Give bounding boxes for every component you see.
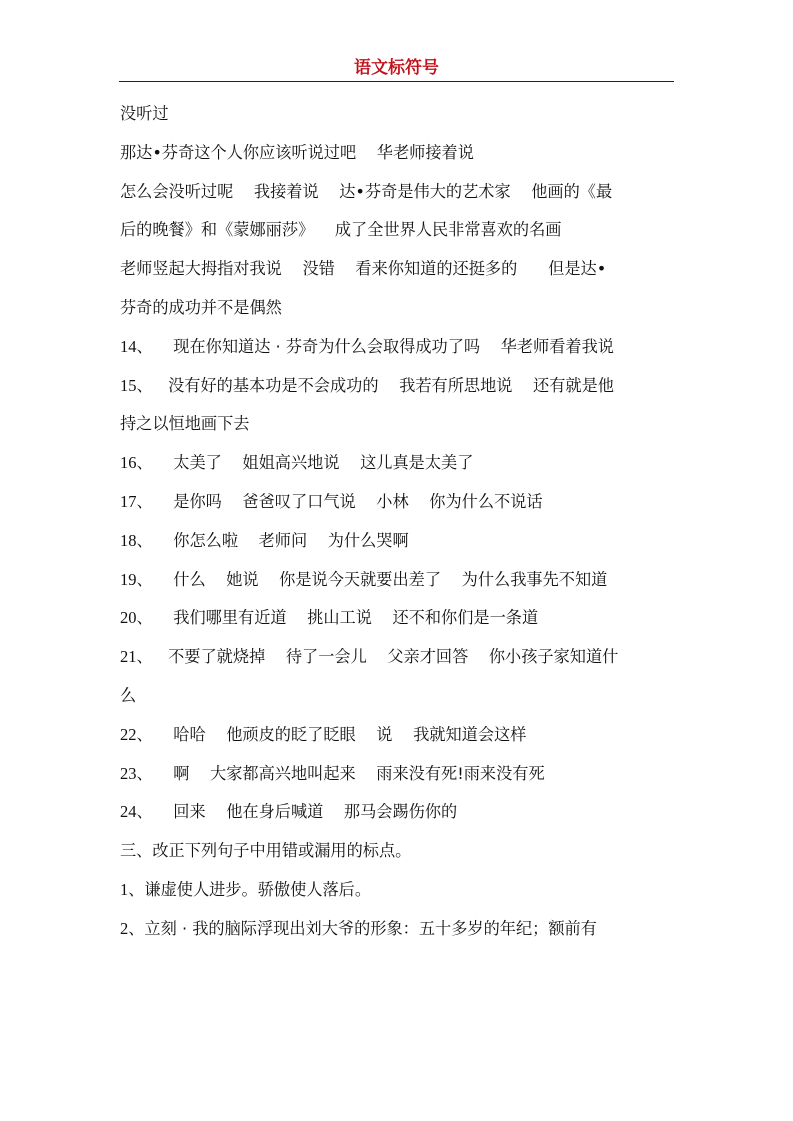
document-body — [120, 101, 676, 955]
line-text: 持之以恒地画下去 — [120, 414, 250, 434]
item-number: 23 — [120, 763, 137, 783]
item-number: 24 — [120, 802, 137, 822]
line-text: 三、改正下列句子中用错或漏用的标点。 — [120, 841, 412, 861]
item-number: 22 — [120, 724, 137, 744]
text-line — [120, 605, 676, 644]
text-line — [120, 838, 676, 877]
line-text: 、 不要了就烧掉 待了一会儿 父亲才回答 你小孩子家知道什 — [136, 647, 619, 667]
item-number: 20 — [120, 608, 137, 628]
line-text: 、 是你吗 爸爸叹了口气说 小林 你为什么不说话 — [136, 491, 543, 511]
text-line — [120, 373, 676, 412]
line-text: 么 — [120, 685, 137, 705]
text-line — [120, 877, 676, 916]
line-text: 芬奇的成功并不是偶然 — [120, 297, 282, 317]
item-number: 21 — [120, 647, 137, 667]
text-line — [120, 722, 676, 761]
text-line — [120, 256, 676, 295]
line-text: 、 你怎么啦 老师问 为什么哭啊 — [136, 530, 409, 550]
text-line — [120, 411, 676, 450]
line-text: 没听过 — [120, 104, 169, 123]
line-text: 、 没有好的基本功是不会成功的 我若有所思地说 还有就是他 — [136, 375, 614, 395]
text-line — [120, 799, 676, 838]
line-text: 、 哈哈 他顽皮的眨了眨眼 说 我就知道会这样 — [136, 724, 527, 744]
item-number: 14 — [120, 336, 137, 356]
text-line — [120, 140, 676, 179]
text-line — [120, 644, 676, 683]
line-text: 、谦虚使人进步。骄傲使人落后。 — [128, 879, 372, 899]
item-number: 1 — [120, 879, 129, 899]
line-text: 、 现在你知道达 · 芬奇为什么会取得成功了吗 华老师看着我说 — [136, 336, 614, 356]
text-line — [120, 334, 676, 373]
item-number: 2 — [120, 918, 129, 938]
line-text: 、 啊 大家都高兴地叫起来 雨来没有死!雨来没有死 — [136, 763, 545, 783]
item-number: 19 — [120, 569, 137, 589]
document-title: 语文标符号 — [354, 58, 439, 78]
text-line — [120, 567, 676, 606]
line-text: 老师竖起大拇指对我说 没错 看来你知道的还挺多的 但是达• — [120, 259, 607, 279]
line-text: 、 太美了 姐姐高兴地说 这儿真是太美了 — [136, 453, 474, 473]
text-line — [120, 489, 676, 528]
text-line — [120, 683, 676, 722]
text-line — [120, 916, 676, 955]
line-text: 、立刻 · 我的脑际浮现出刘大爷的形象：五十多岁的年纪；额前有 — [128, 918, 597, 938]
item-number: 17 — [120, 491, 137, 511]
text-line — [120, 295, 676, 334]
text-line — [120, 450, 676, 489]
text-line — [120, 217, 676, 256]
text-line — [120, 761, 676, 800]
line-text: 、 我们哪里有近道 挑山工说 还不和你们是一条道 — [136, 608, 539, 628]
header-divider — [119, 81, 674, 82]
text-line — [120, 179, 676, 218]
line-text: 那达•芬奇这个人你应该听说过吧 华老师接着说 — [120, 142, 474, 162]
item-number: 16 — [120, 453, 137, 473]
item-number: 18 — [120, 530, 137, 550]
text-line — [120, 528, 676, 567]
line-text: 后的晚餐》和《蒙娜丽莎》 成了全世界人民非常喜欢的名画 — [120, 220, 562, 240]
item-number: 15 — [120, 375, 137, 395]
line-text: 怎么会没听过呢 我接着说 达•芬奇是伟大的艺术家 他画的《最 — [120, 181, 613, 201]
line-text: 、 什么 她说 你是说今天就要出差了 为什么我事先不知道 — [136, 569, 608, 589]
line-text: 、 回来 他在身后喊道 那马会踢伤你的 — [136, 802, 458, 822]
text-line — [120, 101, 676, 140]
